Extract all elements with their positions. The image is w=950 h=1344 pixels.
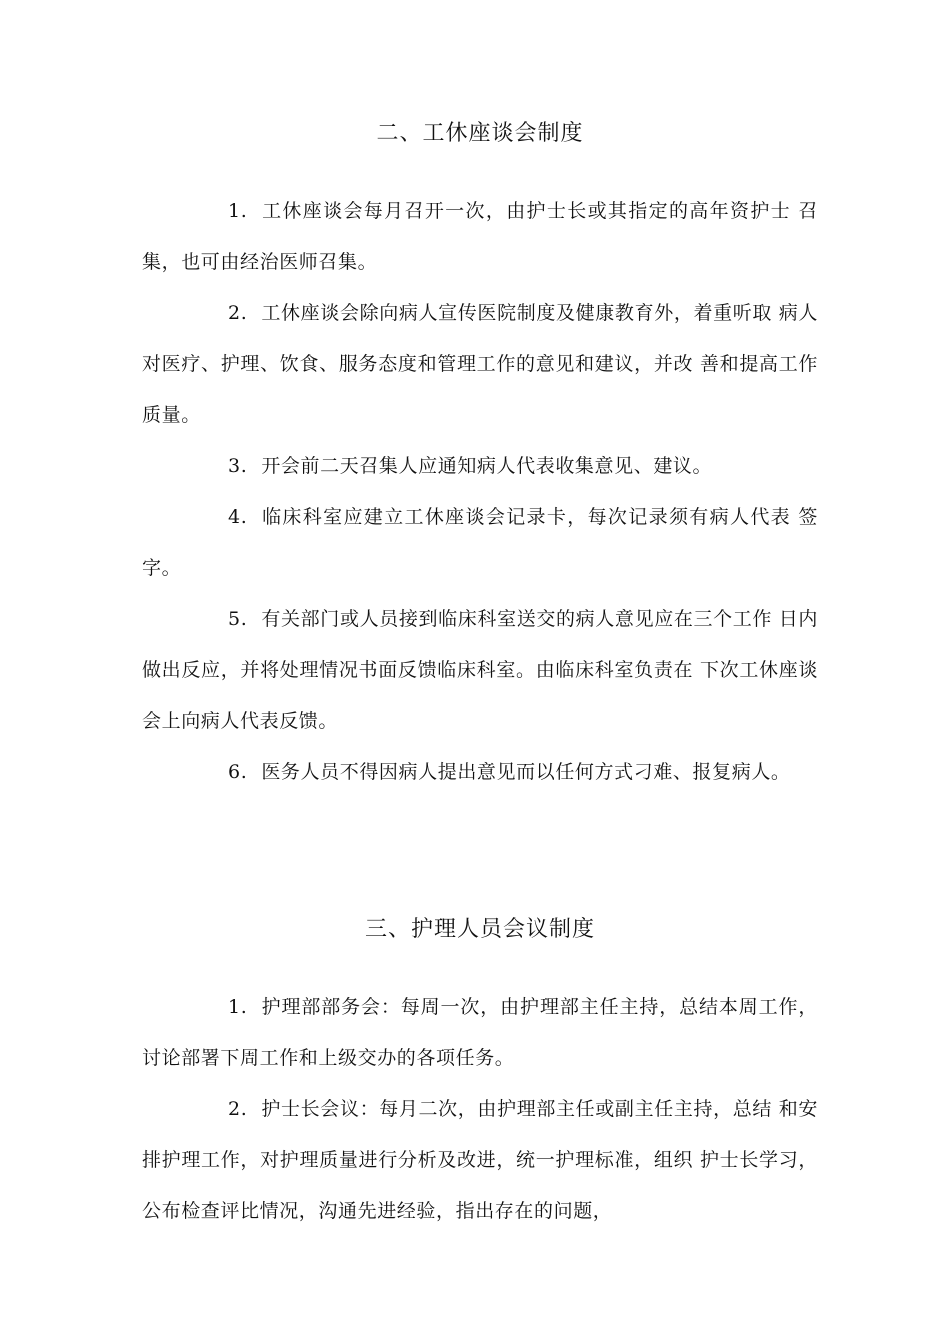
item-number: 3. — [228, 455, 248, 477]
list-item — [142, 441, 818, 492]
item-number: 1. — [228, 200, 248, 222]
item-text: 工休座谈会除向病人宣传医院制度及健康教育外，着重听取 病人对医疗、护理、饮食、服务态度和管理工作的意见和建议，并改 善和提高工作质量。 — [142, 302, 818, 426]
item-number: 6. — [228, 761, 248, 783]
list-item — [142, 747, 818, 798]
section-title: 二、工休座谈会制度 — [376, 121, 584, 146]
list-item — [142, 492, 818, 594]
list-item — [142, 186, 818, 288]
item-number: 2. — [228, 302, 248, 324]
list-item — [142, 1084, 818, 1237]
item-text: 护士长会议：每月二次，由护理部主任或副主任主持，总结 和安排护理工作，对护理质量进行分析及改进，统一护理标准，组织 护士长学习，公布检查评比情况，沟通先进经验，指出存在的问题， — [142, 1098, 818, 1222]
item-number: 1. — [228, 996, 248, 1018]
list-item — [142, 594, 818, 747]
item-text: 临床科室应建立工休座谈会记录卡，每次记录须有病人代表 签字。 — [142, 506, 818, 579]
list-item — [142, 288, 818, 441]
item-text: 有关部门或人员接到临床科室送交的病人意见应在三个工作 日内做出反应，并将处理情况书面反馈临床科室。由临床科室负责在 下次工休座谈会上向病人代表反馈。 — [142, 608, 818, 732]
item-text: 工休座谈会每月召开一次，由护士长或其指定的高年资护士 召集，也可由经治医师召集。 — [142, 200, 818, 273]
item-number: 4. — [228, 506, 248, 528]
item-number: 2. — [228, 1098, 248, 1120]
item-text: 护理部部务会：每周一次，由护理部主任主持，总结本周工作，讨论部署下周工作和上级交办的各项任务。 — [142, 996, 818, 1069]
section-patient-meeting — [142, 112, 818, 798]
item-text: 开会前二天召集人应通知病人代表收集意见、建议。 — [261, 455, 713, 477]
list-item — [142, 982, 818, 1084]
item-number: 5. — [228, 608, 248, 630]
item-text: 医务人员不得因病人提出意见而以任何方式刁难、报复病人。 — [261, 761, 791, 783]
section-title: 三、护理人员会议制度 — [364, 917, 595, 942]
section-nursing-meeting — [142, 908, 818, 1237]
